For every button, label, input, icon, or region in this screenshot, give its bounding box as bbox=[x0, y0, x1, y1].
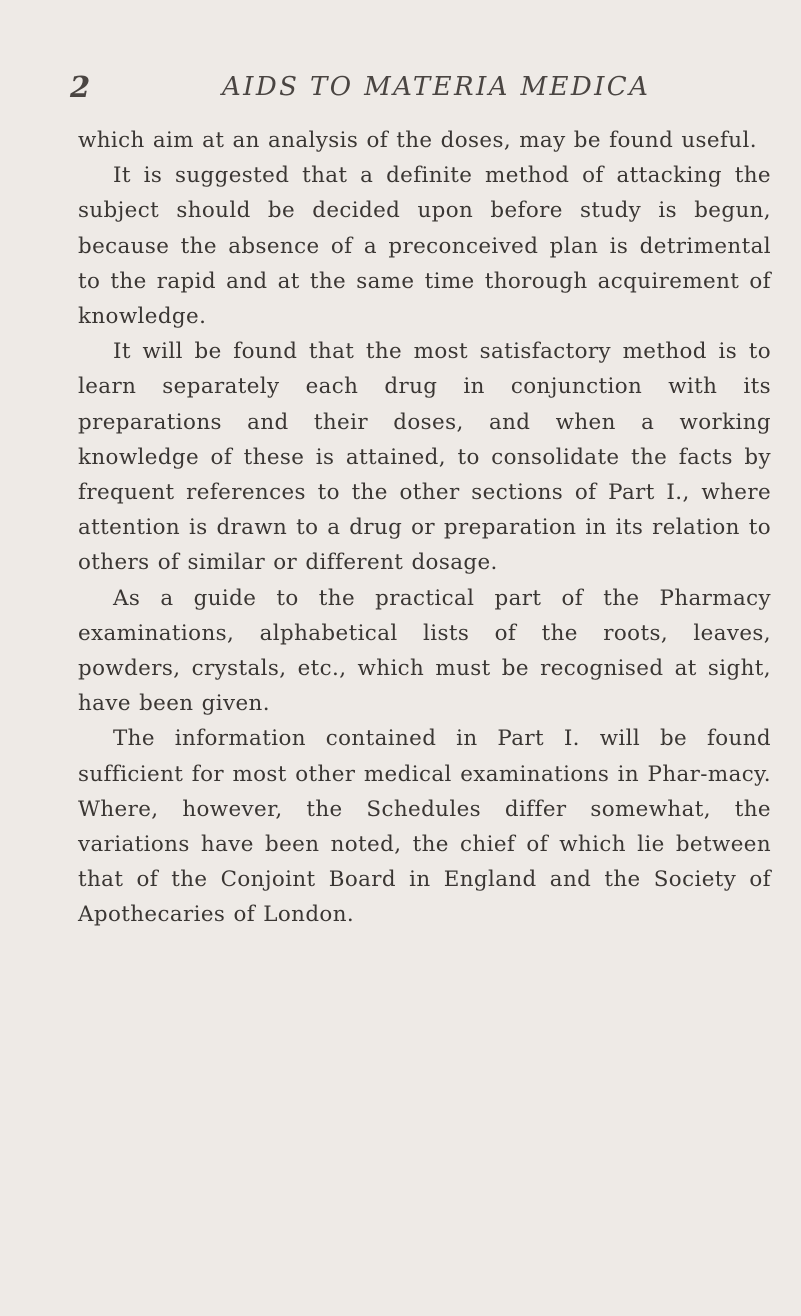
running-title: AIDS TO MATERIA MEDICA bbox=[222, 72, 651, 102]
page-number: 2 bbox=[70, 70, 91, 104]
paragraph-practical-guide: As a guide to the practical part of the Pharmacy examinations, alphabetical lists of the roots, leaves, powders, crystals, etc., which must be recognised at sight, have been given. bbox=[78, 585, 771, 717]
paragraph-continuation: which aim at an analysis of the doses, may be found useful. bbox=[78, 128, 757, 153]
body-text bbox=[78, 123, 771, 933]
paragraph-drug-study: It will be found that the most satisfactory method is to learn separately each drug in conjunction with its preparations and their doses, and when a working knowledge of these is attained, to consolidate the facts by frequent references to the other sections of Part I., where attention is drawn to a drug or preparation in its relation to others of similar or different dosage. bbox=[78, 339, 771, 576]
page-header bbox=[0, 70, 801, 110]
paragraph-method: It is suggested that a definite method of attacking the subject should be decided upon before study is begun, because the absence of a preconceived plan is detrimental to the rapid and at the same time thorough acquirement of knowledge. bbox=[78, 163, 771, 330]
paragraph-information: The information contained in Part I. will be found sufficient for most other medical examinations in Phar-macy. Where, however, the Schedules differ somewhat, the variations have been noted, the chief of which lie between that of the Conjoint Board in England and the Society of Apothecaries of London. bbox=[78, 726, 771, 928]
